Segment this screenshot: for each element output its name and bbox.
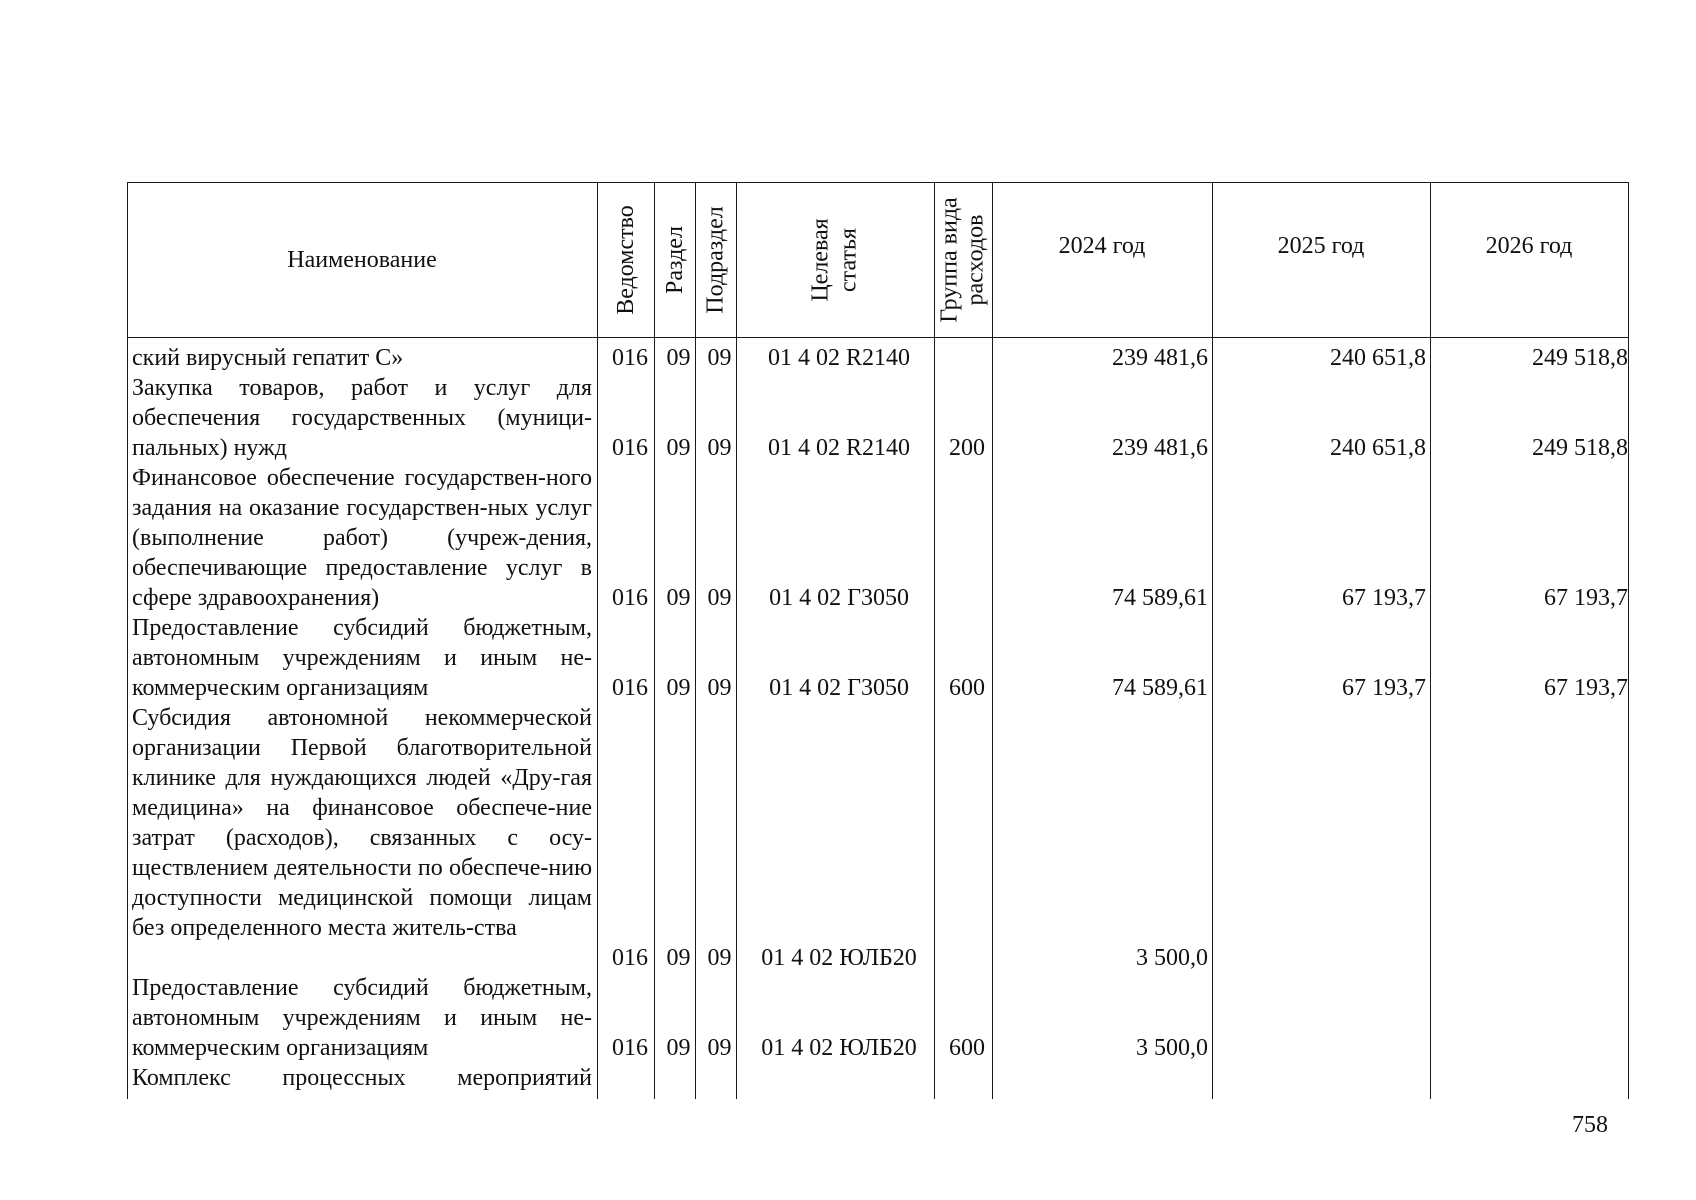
row-2024: 3 500,0: [1136, 1035, 1208, 1061]
header-2025-label: 2025 год: [1277, 233, 1365, 259]
header-group: [934, 182, 992, 337]
row-2024: 74 589,61: [1112, 675, 1208, 701]
header-2026-label: 2026 год: [1485, 233, 1573, 259]
header-subsection-label: Подраздел: [702, 205, 729, 314]
row-group: 600: [949, 1035, 985, 1061]
header-target-line2: статья: [835, 227, 862, 292]
row-2024: 239 481,6: [1112, 345, 1208, 371]
header-name-label: Наименование: [287, 246, 437, 273]
row-subsection: 09: [707, 1035, 732, 1061]
row-section: 09: [666, 585, 691, 611]
row-target: 01 4 02 Г3050: [769, 585, 909, 611]
row-dept: 016: [612, 945, 648, 971]
header-group-line2: расходов: [963, 214, 989, 305]
row-section: 09: [666, 675, 691, 701]
header-section: [654, 182, 695, 337]
page-number: 758: [1572, 1112, 1608, 1138]
header-group-label: [937, 197, 989, 322]
row-subsection: 09: [707, 345, 732, 371]
row-2026: 249 518,8: [1532, 345, 1628, 371]
row-dept: 016: [612, 675, 648, 701]
row-name: Комплекс процессных мероприятий: [132, 1065, 592, 1091]
header-dept-label: Ведомство: [612, 204, 639, 315]
row-name: ский вирусный гепатит С»: [132, 345, 404, 371]
row-2025: 67 193,7: [1342, 675, 1426, 701]
header-2024: [992, 182, 1212, 337]
row-subsection: 09: [707, 675, 732, 701]
row-target: 01 4 02 R2140: [767, 345, 910, 371]
header-group-line1: Группа вида: [937, 196, 963, 323]
row-name: Предоставление субсидий бюджетным, автономным учреждениям и иным не-коммерческим организациям: [132, 615, 592, 701]
header-target-line1: Целевая: [807, 217, 834, 302]
row-section: 09: [666, 945, 691, 971]
row-2026: 249 518,8: [1532, 435, 1628, 461]
header-subsection: [695, 182, 736, 337]
column-divider: [1628, 182, 1629, 1099]
header-2026: [1430, 182, 1628, 337]
row-2025: 67 193,7: [1342, 585, 1426, 611]
row-dept: 016: [612, 1035, 648, 1061]
header-target: [736, 182, 934, 337]
header-target-label: [807, 218, 863, 301]
row-dept: 016: [612, 435, 648, 461]
row-2025: 240 651,8: [1330, 345, 1426, 371]
header-section-label: Раздел: [661, 225, 688, 294]
row-subsection: 09: [707, 585, 732, 611]
row-dept: 016: [612, 345, 648, 371]
row-2026: 67 193,7: [1544, 675, 1628, 701]
row-section: 09: [666, 435, 691, 461]
row-target: 01 4 02 ЮЛБ20: [761, 1035, 917, 1061]
row-target: 01 4 02 R2140: [767, 435, 910, 461]
row-2024: 3 500,0: [1136, 945, 1208, 971]
row-2026: 67 193,7: [1544, 585, 1628, 611]
header-dept: [597, 182, 654, 337]
row-subsection: 09: [707, 945, 732, 971]
row-name: Закупка товаров, работ и услуг для обеспечения государственных (муници-пальных) нужд: [132, 375, 592, 461]
row-subsection: 09: [707, 435, 732, 461]
row-section: 09: [666, 345, 691, 371]
row-target: 01 4 02 ЮЛБ20: [761, 945, 917, 971]
row-2025: 240 651,8: [1330, 435, 1426, 461]
header-2025: [1212, 182, 1430, 337]
row-2024: 239 481,6: [1112, 435, 1208, 461]
row-2024: 74 589,61: [1112, 585, 1208, 611]
row-dept: 016: [612, 585, 648, 611]
header-bottom-border: [127, 337, 1629, 338]
header-name: [127, 182, 597, 337]
header-2024-label: 2024 год: [1058, 233, 1146, 259]
budget-table: [127, 182, 1629, 1099]
row-name: Субсидия автономной некоммерческой организации Первой благотворительной клинике для нуждающихся людей «Дру-гая медицина» на финансовое обеспече-ние затрат (расходов), связанных с осу-ществлением деятельности по обеспече-нию доступности медицинской помощи лицам без определенного места житель-ства: [132, 705, 592, 941]
row-target: 01 4 02 Г3050: [769, 675, 909, 701]
row-group: 200: [949, 435, 985, 461]
row-section: 09: [666, 1035, 691, 1061]
row-name: Финансовое обеспечение государствен-ного задания на оказание государствен-ных услуг (выполнение работ) (учреж-дения, обеспечивающие предоставление услуг в сфере здравоохранения): [132, 465, 592, 611]
row-group: 600: [949, 675, 985, 701]
row-name: Предоставление субсидий бюджетным, автономным учреждениям и иным не-коммерческим организациям: [132, 975, 592, 1061]
